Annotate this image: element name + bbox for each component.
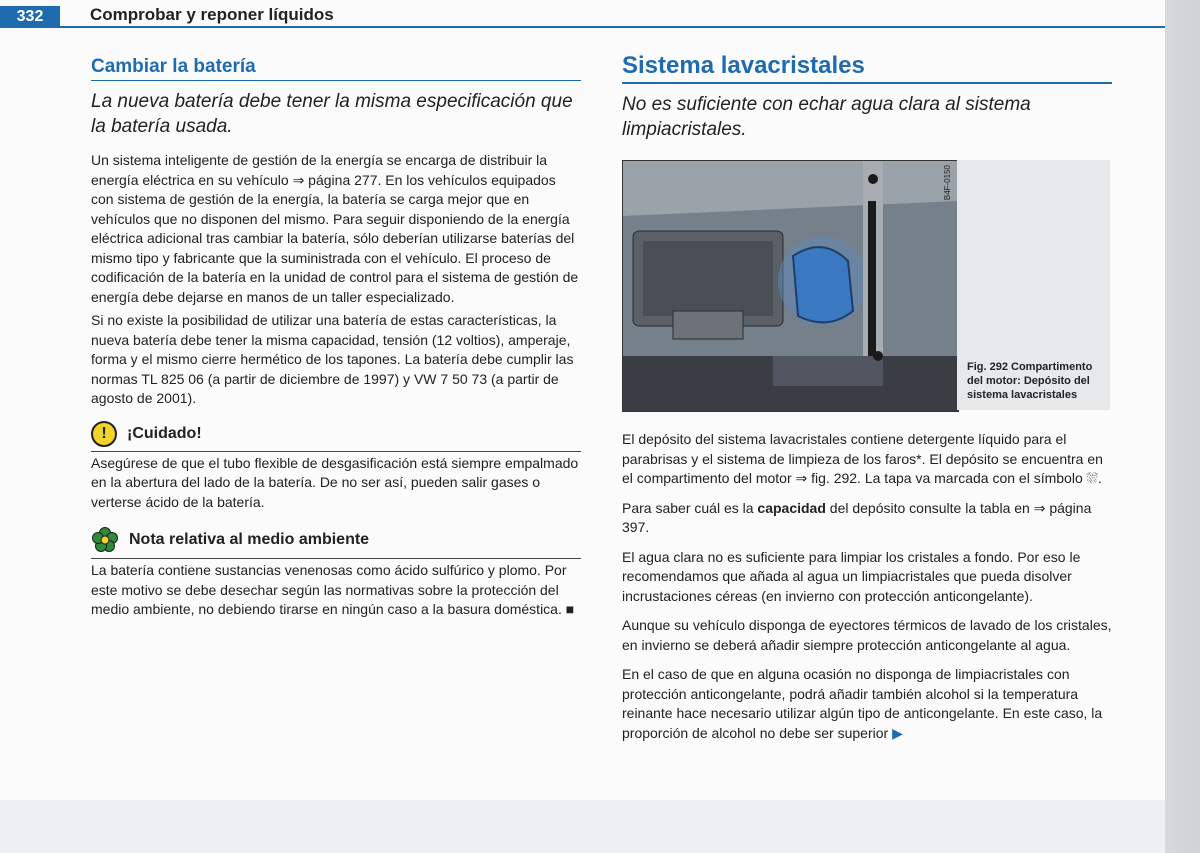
washer-lead: No es suficiente con echar agua clara al sistema limpiacristales.	[622, 94, 1031, 140]
battery-paragraph-2: Si no existe la posibilidad de utilizar una batería de estas características, la nueva batería debe tener la misma capacidad, tensión (12 voltios), amperaje, forma y el mismo cierre hermético de los tapones. La batería debe cumplir las normas TL 825 06 (a partir de diciembre de 1997) y VW 7 50 73 (a partir de agosto de 2001).	[91, 312, 574, 406]
environment-box	[91, 558, 581, 620]
section-heading-battery: Cambiar la batería	[91, 56, 581, 81]
running-head: Comprobar y reponer líquidos	[90, 5, 334, 24]
page-number: 332	[0, 6, 60, 28]
washer-paragraph-4: Aunque su vehículo disponga de eyectores térmicos de lavado de los cristales, en invierno se deberá añadir siempre protección anticongelante al agua.	[622, 617, 1112, 653]
battery-paragraph-1: Un sistema inteligente de gestión de la energía se encarga de distribuir la energía eléctrica en su vehículo ⇒ página 277. En los vehículos equipados con sistema de gestión de la energía, la batería se carga mejor que en vehículos que no disponen del mismo. Para seguir disponiendo de la energía eléctrica adicional tras cambiar la batería, sólo deberían utilizarse baterías del mismo tipo y fabricante que la suministrada con el vehículo. El proceso de codificación de la batería en la unidad de control para el sistema de gestión de energía debe dejarse en manos de un taller especializado.	[91, 152, 579, 305]
washer-paragraph-3: El agua clara no es suficiente para limpiar los cristales a fondo. Por eso le recomendamos que añada al agua un limpiacristales que pueda disolver incrustaciones céreas (en invierno con protección anticongelante).	[622, 548, 1081, 604]
engine-bay-photo	[622, 160, 959, 412]
right-column	[622, 52, 1112, 753]
figure-caption-panel	[957, 160, 1110, 410]
environment-header	[91, 526, 581, 554]
washer-paragraph-2-post: del depósito consulte la tabla en ⇒ página 397.	[622, 499, 1092, 535]
continue-arrow-icon: ▶	[892, 724, 903, 741]
caution-header	[91, 421, 581, 447]
bottom-footer-strip	[0, 800, 1165, 853]
caution-icon: !	[91, 421, 117, 447]
environment-title: Nota relativa al medio ambiente	[129, 531, 370, 548]
washer-paragraph-1: El depósito del sistema lavacristales contiene detergente líquido para el parabrisas y el sistema de limpieza de los faros*. El depósito se encuentra en el compartimento del motor ⇒ fig. 292. La tapa va marcada con el símbolo ⛆.	[622, 431, 1103, 486]
figure-caption: Fig. 292 Compartimento del motor: Depósito del sistema lavacristales	[967, 361, 1093, 401]
caution-text: Asegúrese de que el tubo flexible de desgasificación está siempre empalmado en la abertura del lado de la batería. De no ser así, pueden salir gases o verterse ácido de la batería.	[91, 454, 579, 510]
environment-flower-icon	[91, 526, 119, 554]
header-rule	[60, 26, 1165, 28]
capacity-emphasis: capacidad	[757, 499, 826, 516]
caution-box	[91, 451, 581, 513]
figure-292	[622, 160, 1110, 410]
washer-paragraph-2	[622, 499, 1112, 538]
page-edge	[1165, 0, 1200, 853]
washer-paragraph-2-pre: Para saber cuál es la	[622, 499, 758, 516]
environment-text: La batería contiene sustancias venenosas como ácido sulfúrico y plomo. Por este motivo se debe desechar según las normativas sobre la protección del medio ambiente, no debiendo tirarse en ningún caso a la basura doméstica. ■	[91, 562, 575, 617]
washer-paragraph-5	[622, 665, 1112, 743]
washer-paragraph-5-text: En el caso de que en alguna ocasión no disponga de limpiacristales con protección anticongelante, podrá añadir también alcohol si la temperatura reinante hace necesario utilizar algún tipo de anticongelante. En este caso, la proporción de alcohol no debe ser superior	[622, 666, 1103, 741]
battery-lead: La nueva batería debe tener la misma especificación que la batería usada.	[91, 91, 573, 137]
left-column	[91, 56, 581, 624]
caution-title: ¡Cuidado!	[127, 424, 202, 442]
figure-code: B4F-0150	[943, 165, 952, 201]
engine-bay-illustration	[623, 161, 958, 411]
section-heading-washer: Sistema lavacristales	[622, 52, 1112, 84]
